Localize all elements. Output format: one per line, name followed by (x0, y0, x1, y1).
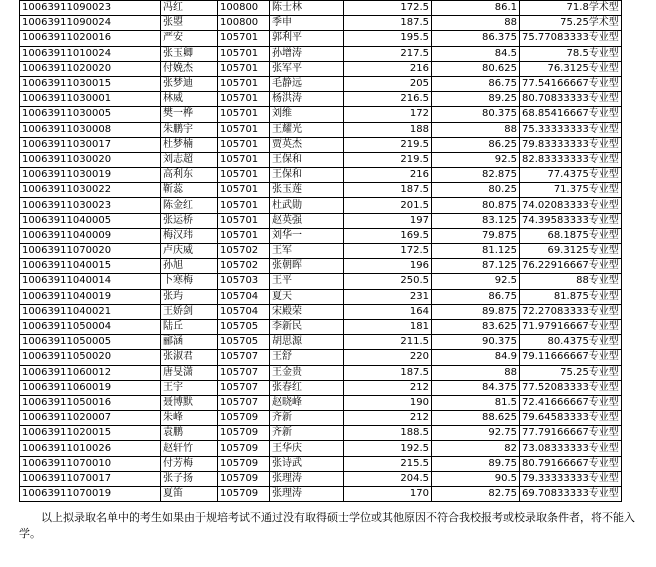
major-code-cell: 105705 (218, 335, 270, 350)
table-row (20, 31, 622, 46)
interview-score-cell: 86.1 (432, 1, 520, 16)
major-code-cell: 105709 (218, 411, 270, 426)
total-type-cell: 82.83333333专业型 (520, 152, 622, 167)
advisor-cell: 杜武勋 (270, 198, 344, 213)
total-type-cell: 71.97916667专业型 (520, 319, 622, 334)
exam-id-cell: 10063911070019 (20, 487, 161, 502)
written-score-cell: 195.5 (344, 31, 432, 46)
written-score-cell: 190 (344, 395, 432, 410)
table-row (20, 152, 622, 167)
total-type-cell: 76.22916667专业型 (520, 259, 622, 274)
major-code-cell: 105701 (218, 152, 270, 167)
exam-id-cell: 10063911030019 (20, 168, 161, 183)
written-score-cell: 250.5 (344, 274, 432, 289)
written-score-cell: 216.5 (344, 92, 432, 107)
written-score-cell: 172.5 (344, 1, 432, 16)
exam-id-cell: 10063911020020 (20, 61, 161, 76)
major-code-cell: 105709 (218, 487, 270, 502)
major-code-cell: 105709 (218, 441, 270, 456)
interview-score-cell: 84.5 (432, 46, 520, 61)
exam-id-cell: 10063911060019 (20, 380, 161, 395)
exam-id-cell: 10063911040019 (20, 289, 161, 304)
advisor-cell: 王保和 (270, 168, 344, 183)
interview-score-cell: 89.75 (432, 456, 520, 471)
advisor-cell: 张理涛 (270, 471, 344, 486)
major-code-cell: 105704 (218, 304, 270, 319)
total-type-cell: 78.5专业型 (520, 46, 622, 61)
exam-id-cell: 10063911030023 (20, 198, 161, 213)
advisor-cell: 陈士林 (270, 1, 344, 16)
table-row (20, 395, 622, 410)
major-code-cell: 105701 (218, 76, 270, 91)
advisor-cell: 宋殿荣 (270, 304, 344, 319)
advisor-cell: 张春红 (270, 380, 344, 395)
exam-id-cell: 10063911030020 (20, 152, 161, 167)
total-type-cell: 68.1875专业型 (520, 228, 622, 243)
major-code-cell: 100800 (218, 1, 270, 16)
interview-score-cell: 86.75 (432, 76, 520, 91)
advisor-cell: 李新民 (270, 319, 344, 334)
name-cell: 唐旻潇 (161, 365, 218, 380)
table-row (20, 92, 622, 107)
interview-score-cell: 80.875 (432, 198, 520, 213)
interview-score-cell: 88 (432, 365, 520, 380)
total-type-cell: 75.33333333专业型 (520, 122, 622, 137)
advisor-cell: 季申 (270, 16, 344, 31)
interview-score-cell: 87.125 (432, 259, 520, 274)
name-cell: 张淑君 (161, 350, 218, 365)
written-score-cell: 164 (344, 304, 432, 319)
advisor-cell: 王金贵 (270, 365, 344, 380)
table-row (20, 319, 622, 334)
written-score-cell: 216 (344, 61, 432, 76)
interview-score-cell: 88.625 (432, 411, 520, 426)
name-cell: 严安 (161, 31, 218, 46)
written-score-cell: 172.5 (344, 244, 432, 259)
advisor-cell: 刘维 (270, 107, 344, 122)
exam-id-cell: 10063911010024 (20, 46, 161, 61)
major-code-cell: 105701 (218, 46, 270, 61)
written-score-cell: 215.5 (344, 456, 432, 471)
name-cell: 陈金红 (161, 198, 218, 213)
exam-id-cell: 10063911040014 (20, 274, 161, 289)
interview-score-cell: 81.5 (432, 395, 520, 410)
written-score-cell: 170 (344, 487, 432, 502)
name-cell: 张玙 (161, 289, 218, 304)
exam-id-cell: 10063911070010 (20, 456, 161, 471)
interview-score-cell: 83.625 (432, 319, 520, 334)
name-cell: 夏笛 (161, 487, 218, 502)
table-row (20, 350, 622, 365)
total-type-cell: 69.70833333专业型 (520, 487, 622, 502)
name-cell: 张子扬 (161, 471, 218, 486)
exam-id-cell: 10063911030008 (20, 122, 161, 137)
total-type-cell: 80.70833333专业型 (520, 92, 622, 107)
exam-id-cell: 10063911020015 (20, 426, 161, 441)
table-row (20, 61, 622, 76)
written-score-cell: 197 (344, 213, 432, 228)
exam-id-cell: 10063911020016 (20, 31, 161, 46)
name-cell: 张曌 (161, 16, 218, 31)
written-score-cell: 181 (344, 319, 432, 334)
total-type-cell: 71.375专业型 (520, 183, 622, 198)
interview-score-cell: 89.25 (432, 92, 520, 107)
table-row (20, 456, 622, 471)
major-code-cell: 105701 (218, 183, 270, 198)
table-row (20, 365, 622, 380)
interview-score-cell: 92.5 (432, 152, 520, 167)
table-row (20, 137, 622, 152)
table-row (20, 274, 622, 289)
admission-table (19, 0, 622, 502)
total-type-cell: 88专业型 (520, 274, 622, 289)
advisor-cell: 杨洪涛 (270, 92, 344, 107)
table-row (20, 16, 622, 31)
advisor-cell: 张玉莲 (270, 183, 344, 198)
interview-score-cell: 79.875 (432, 228, 520, 243)
written-score-cell: 231 (344, 289, 432, 304)
advisor-cell: 王军 (270, 244, 344, 259)
major-code-cell: 105702 (218, 259, 270, 274)
total-type-cell: 79.11666667专业型 (520, 350, 622, 365)
interview-score-cell: 84.9 (432, 350, 520, 365)
total-type-cell: 80.79166667专业型 (520, 456, 622, 471)
total-type-cell: 75.25学术型 (520, 16, 622, 31)
major-code-cell: 105702 (218, 244, 270, 259)
table-row (20, 259, 622, 274)
written-score-cell: 188 (344, 122, 432, 137)
name-cell: 高利东 (161, 168, 218, 183)
name-cell: 靳蕊 (161, 183, 218, 198)
name-cell: 刘志超 (161, 152, 218, 167)
table-row (20, 426, 622, 441)
major-code-cell: 105701 (218, 61, 270, 76)
table-row (20, 183, 622, 198)
written-score-cell: 169.5 (344, 228, 432, 243)
name-cell: 杜梦楠 (161, 137, 218, 152)
advisor-cell: 王保和 (270, 152, 344, 167)
name-cell: 朱峰 (161, 411, 218, 426)
major-code-cell: 105701 (218, 213, 270, 228)
advisor-cell: 张诗武 (270, 456, 344, 471)
exam-id-cell: 10063911050005 (20, 335, 161, 350)
exam-id-cell: 10063911050016 (20, 395, 161, 410)
name-cell: 卜寒梅 (161, 274, 218, 289)
interview-score-cell: 86.375 (432, 31, 520, 46)
exam-id-cell: 10063911090023 (20, 1, 161, 16)
interview-score-cell: 92.75 (432, 426, 520, 441)
written-score-cell: 212 (344, 380, 432, 395)
name-cell: 梅汉玮 (161, 228, 218, 243)
table-row (20, 107, 622, 122)
exam-id-cell: 10063911040009 (20, 228, 161, 243)
advisor-cell: 张理涛 (270, 487, 344, 502)
name-cell: 冯红 (161, 1, 218, 16)
exam-id-cell: 10063911050020 (20, 350, 161, 365)
advisor-cell: 郭利平 (270, 31, 344, 46)
interview-score-cell: 88 (432, 16, 520, 31)
major-code-cell: 105707 (218, 380, 270, 395)
interview-score-cell: 88 (432, 122, 520, 137)
interview-score-cell: 83.125 (432, 213, 520, 228)
interview-score-cell: 80.625 (432, 61, 520, 76)
name-cell: 张运桥 (161, 213, 218, 228)
advisor-cell: 齐新 (270, 411, 344, 426)
major-code-cell: 105701 (218, 122, 270, 137)
advisor-cell: 贾英杰 (270, 137, 344, 152)
written-score-cell: 187.5 (344, 365, 432, 380)
name-cell: 付娩杰 (161, 61, 218, 76)
total-type-cell: 79.83333333专业型 (520, 137, 622, 152)
interview-score-cell: 90.375 (432, 335, 520, 350)
name-cell: 张玉卿 (161, 46, 218, 61)
exam-id-cell: 10063911030015 (20, 76, 161, 91)
interview-score-cell: 90.5 (432, 471, 520, 486)
written-score-cell: 196 (344, 259, 432, 274)
major-code-cell: 105701 (218, 198, 270, 213)
exam-id-cell: 10063911030001 (20, 92, 161, 107)
major-code-cell: 105704 (218, 289, 270, 304)
major-code-cell: 105705 (218, 319, 270, 334)
table-row (20, 487, 622, 502)
interview-score-cell: 86.75 (432, 289, 520, 304)
name-cell: 陆丘 (161, 319, 218, 334)
interview-score-cell: 80.25 (432, 183, 520, 198)
name-cell: 聂博默 (161, 395, 218, 410)
written-score-cell: 219.5 (344, 137, 432, 152)
written-score-cell: 201.5 (344, 198, 432, 213)
interview-score-cell: 82.875 (432, 168, 520, 183)
written-score-cell: 217.5 (344, 46, 432, 61)
exam-id-cell: 10063911040005 (20, 213, 161, 228)
table-row (20, 335, 622, 350)
name-cell: 樊一桦 (161, 107, 218, 122)
written-score-cell: 211.5 (344, 335, 432, 350)
table-row (20, 228, 622, 243)
major-code-cell: 105701 (218, 137, 270, 152)
table-row (20, 122, 622, 137)
table-row (20, 76, 622, 91)
admission-table-body (20, 1, 622, 502)
name-cell: 林威 (161, 92, 218, 107)
major-code-cell: 105709 (218, 456, 270, 471)
name-cell: 王娇剑 (161, 304, 218, 319)
table-row (20, 289, 622, 304)
name-cell: 朱鹏宇 (161, 122, 218, 137)
total-type-cell: 73.08333333专业型 (520, 441, 622, 456)
table-row (20, 304, 622, 319)
total-type-cell: 77.52083333专业型 (520, 380, 622, 395)
advisor-cell: 孙增涛 (270, 46, 344, 61)
advisor-cell: 王耀光 (270, 122, 344, 137)
major-code-cell: 105703 (218, 274, 270, 289)
table-row (20, 168, 622, 183)
exam-id-cell: 10063911040021 (20, 304, 161, 319)
table-row (20, 46, 622, 61)
exam-id-cell: 10063911070020 (20, 244, 161, 259)
table-row (20, 244, 622, 259)
total-type-cell: 76.3125专业型 (520, 61, 622, 76)
major-code-cell: 105701 (218, 228, 270, 243)
table-row (20, 1, 622, 16)
interview-score-cell: 80.375 (432, 107, 520, 122)
advisor-cell: 王华庆 (270, 441, 344, 456)
total-type-cell: 74.39583333专业型 (520, 213, 622, 228)
major-code-cell: 100800 (218, 16, 270, 31)
major-code-cell: 105701 (218, 31, 270, 46)
written-score-cell: 172 (344, 107, 432, 122)
advisor-cell: 赵晓峰 (270, 395, 344, 410)
name-cell: 王宇 (161, 380, 218, 395)
total-type-cell: 79.64583333专业型 (520, 411, 622, 426)
table-row (20, 198, 622, 213)
advisor-cell: 张军平 (270, 61, 344, 76)
interview-score-cell: 81.125 (432, 244, 520, 259)
table-row (20, 213, 622, 228)
table-row (20, 471, 622, 486)
name-cell: 孙旭 (161, 259, 218, 274)
exam-id-cell: 10063911070017 (20, 471, 161, 486)
total-type-cell: 69.3125专业型 (520, 244, 622, 259)
written-score-cell: 187.5 (344, 183, 432, 198)
name-cell: 袁鹏 (161, 426, 218, 441)
total-type-cell: 77.4375专业型 (520, 168, 622, 183)
total-type-cell: 81.875专业型 (520, 289, 622, 304)
written-score-cell: 205 (344, 76, 432, 91)
written-score-cell: 216 (344, 168, 432, 183)
interview-score-cell: 92.5 (432, 274, 520, 289)
total-type-cell: 68.85416667专业型 (520, 107, 622, 122)
written-score-cell: 187.5 (344, 16, 432, 31)
interview-score-cell: 84.375 (432, 380, 520, 395)
interview-score-cell: 86.25 (432, 137, 520, 152)
exam-id-cell: 10063911040015 (20, 259, 161, 274)
advisor-cell: 胡思源 (270, 335, 344, 350)
exam-id-cell: 10063911030017 (20, 137, 161, 152)
name-cell: 郦涵 (161, 335, 218, 350)
advisor-cell: 王平 (270, 274, 344, 289)
advisor-cell: 毛静远 (270, 76, 344, 91)
total-type-cell: 75.25专业型 (520, 365, 622, 380)
interview-score-cell: 82.75 (432, 487, 520, 502)
name-cell: 张梦迪 (161, 76, 218, 91)
exam-id-cell: 10063911050004 (20, 319, 161, 334)
written-score-cell: 212 (344, 411, 432, 426)
total-type-cell: 74.02083333专业型 (520, 198, 622, 213)
written-score-cell: 188.5 (344, 426, 432, 441)
major-code-cell: 105701 (218, 168, 270, 183)
name-cell: 付芳梅 (161, 456, 218, 471)
table-row (20, 441, 622, 456)
major-code-cell: 105707 (218, 365, 270, 380)
advisor-cell: 赵英强 (270, 213, 344, 228)
total-type-cell: 79.33333333专业型 (520, 471, 622, 486)
total-type-cell: 72.41666667专业型 (520, 395, 622, 410)
major-code-cell: 105707 (218, 350, 270, 365)
written-score-cell: 192.5 (344, 441, 432, 456)
written-score-cell: 204.5 (344, 471, 432, 486)
written-score-cell: 220 (344, 350, 432, 365)
table-row (20, 411, 622, 426)
exam-id-cell: 10063911060012 (20, 365, 161, 380)
exam-id-cell: 10063911030005 (20, 107, 161, 122)
advisor-cell: 齐新 (270, 426, 344, 441)
footnote: 以上拟录取名单中的考生如果由于规培考试不通过没有取得硕士学位或其他原因不符合我校报考或校录取条件者，将不能入学。 (19, 511, 635, 540)
advisor-cell: 张朝晖 (270, 259, 344, 274)
exam-id-cell: 10063911020007 (20, 411, 161, 426)
total-type-cell: 77.79166667专业型 (520, 426, 622, 441)
table-row (20, 380, 622, 395)
exam-id-cell: 10063911010026 (20, 441, 161, 456)
advisor-cell: 刘华一 (270, 228, 344, 243)
major-code-cell: 105701 (218, 92, 270, 107)
major-code-cell: 105709 (218, 426, 270, 441)
written-score-cell: 219.5 (344, 152, 432, 167)
total-type-cell: 77.54166667专业型 (520, 76, 622, 91)
major-code-cell: 105709 (218, 471, 270, 486)
advisor-cell: 王舒 (270, 350, 344, 365)
total-type-cell: 75.77083333专业型 (520, 31, 622, 46)
advisor-cell: 夏天 (270, 289, 344, 304)
exam-id-cell: 10063911030022 (20, 183, 161, 198)
name-cell: 卢庆威 (161, 244, 218, 259)
total-type-cell: 80.4375专业型 (520, 335, 622, 350)
interview-score-cell: 89.875 (432, 304, 520, 319)
total-type-cell: 72.27083333专业型 (520, 304, 622, 319)
name-cell: 赵轩竹 (161, 441, 218, 456)
total-type-cell: 71.8学术型 (520, 1, 622, 16)
major-code-cell: 105701 (218, 107, 270, 122)
exam-id-cell: 10063911090024 (20, 16, 161, 31)
interview-score-cell: 82 (432, 441, 520, 456)
major-code-cell: 105707 (218, 395, 270, 410)
